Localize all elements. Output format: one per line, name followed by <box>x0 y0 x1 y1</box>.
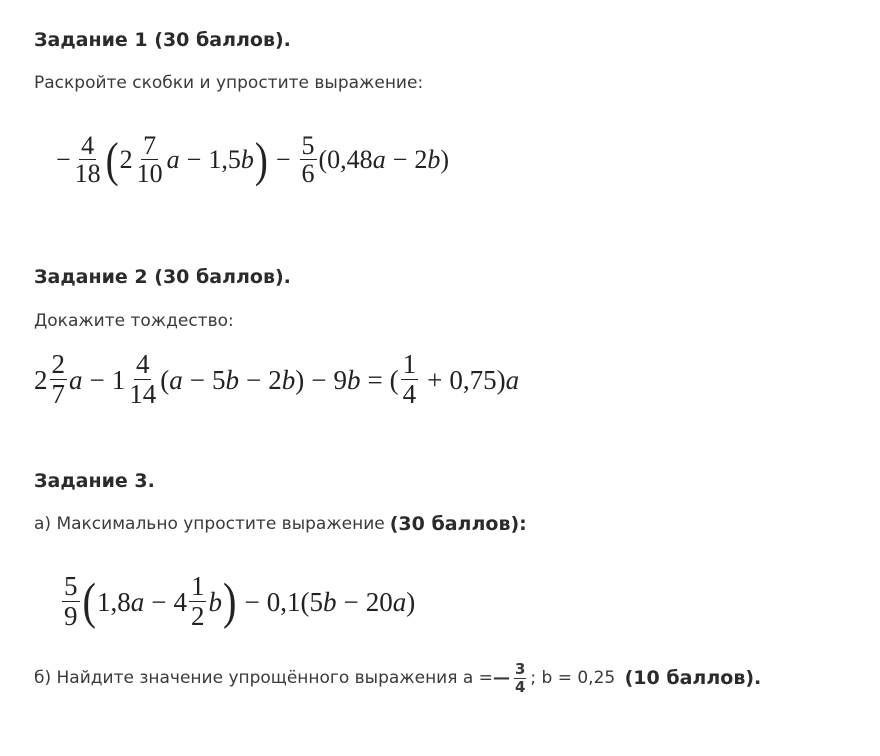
variable-b: b <box>240 145 254 174</box>
fraction-numerator: 1 <box>402 349 417 380</box>
variable-b: b <box>281 364 296 395</box>
task1-instruction: Раскройте скобки и упростите выражение: <box>34 73 424 93</box>
fraction-3-4 <box>514 661 526 695</box>
variable-a: a <box>169 364 183 395</box>
fraction-numerator: 4 <box>135 349 150 380</box>
fraction-denominator: 4 <box>402 378 417 409</box>
fraction-denominator: 2 <box>190 600 205 631</box>
whole-part: 2 <box>119 145 133 174</box>
fraction-denominator: 6 <box>301 158 315 188</box>
fraction-numerator: 5 <box>64 571 78 602</box>
fraction-4-14 <box>127 350 158 409</box>
variable-a: a <box>166 145 180 174</box>
task3-part-b-points: (10 баллов). <box>624 667 762 689</box>
fraction-numerator: 4 <box>81 130 95 160</box>
fraction-1-4 <box>401 350 419 409</box>
paren-group-start: (0,48 <box>318 145 373 174</box>
task2-instruction: Докажите тождество: <box>34 311 234 331</box>
task3-part-a-text: а) Максимально упростите выражение <box>34 514 385 534</box>
variable-b: b <box>427 145 441 174</box>
variable-a: a <box>505 364 520 395</box>
task3-part-b-rest: ; b = 0,25 <box>530 668 621 688</box>
minus-sign: − <box>343 586 359 617</box>
left-paren: ( <box>160 364 170 395</box>
task2-expression <box>34 344 519 416</box>
equals-sign: = <box>367 364 383 395</box>
fraction-denominator: 7 <box>51 378 65 409</box>
task3-part-a <box>34 513 527 535</box>
minus-sign: − <box>392 145 408 174</box>
whole-part: 4 <box>173 586 187 617</box>
fraction-denominator: 10 <box>136 158 163 188</box>
right-paren: ) <box>222 572 237 630</box>
variable-a: a <box>372 145 386 174</box>
coefficient: 1,5 <box>208 145 241 174</box>
task3-part-b-minus: — <box>492 668 510 688</box>
fraction-5-6 <box>300 132 317 189</box>
variable-b: b <box>225 364 239 395</box>
coefficient: 5 <box>211 364 226 395</box>
fraction-numerator: 5 <box>301 130 315 160</box>
variable-b: b <box>346 364 361 395</box>
fraction-numerator: 3 <box>514 660 526 678</box>
task3-part-b <box>34 654 761 702</box>
coefficient: 20 <box>365 586 393 617</box>
variable-a: a <box>130 586 145 617</box>
fraction-numerator: 1 <box>190 571 205 602</box>
left-paren: ( <box>82 572 96 630</box>
fraction-7-10 <box>135 132 165 189</box>
task3-title: Задание 3. <box>34 470 155 492</box>
minus-sign: − <box>244 586 260 617</box>
variable-b: b <box>322 586 337 617</box>
fraction-numerator: 7 <box>143 130 157 160</box>
coefficient: 0,1(5 <box>266 586 323 617</box>
task3-expression <box>60 564 415 640</box>
coefficient: 2 <box>414 145 428 174</box>
right-paren: ) <box>406 586 416 617</box>
task3-part-b-text: б) Найдите значение упрощённого выражения а = <box>34 668 493 688</box>
left-paren: ( <box>389 364 399 395</box>
fraction-denominator: 18 <box>74 158 101 188</box>
fraction-denominator: 14 <box>129 378 157 409</box>
right-paren: ) <box>440 145 450 174</box>
coefficient: 1,8 <box>97 586 131 617</box>
minus-sign: − <box>189 364 205 395</box>
coefficient: 0,75 <box>449 364 497 395</box>
fraction-5-9 <box>62 572 80 631</box>
task2-title: Задание 2 (30 баллов). <box>34 266 291 288</box>
plus-sign: + <box>427 364 443 395</box>
minus-sign: − <box>56 145 71 174</box>
minus-sign: − <box>89 364 105 395</box>
right-paren: ) <box>496 364 506 395</box>
fraction-denominator: 9 <box>64 600 78 631</box>
coefficient: 2 <box>268 364 282 395</box>
variable-a: a <box>69 364 83 395</box>
fraction-4-18 <box>73 132 103 189</box>
whole-part: 2 <box>34 364 48 395</box>
fraction-numerator: 2 <box>51 349 65 380</box>
right-paren: ) <box>254 133 268 187</box>
minus-sign: − <box>275 145 291 174</box>
whole-part: 1 <box>111 364 126 395</box>
left-paren: ( <box>105 133 119 187</box>
minus-sign: − <box>245 364 262 395</box>
task1-expression <box>56 124 449 196</box>
fraction-2-7 <box>50 350 68 409</box>
minus-sign: − <box>186 145 202 174</box>
fraction-1-2 <box>189 572 207 631</box>
minus-sign: − <box>151 586 167 617</box>
variable-b: b <box>208 586 222 617</box>
variable-a: a <box>392 586 407 617</box>
task3-part-a-points: (30 баллов): <box>389 513 527 535</box>
coefficient: 9 <box>333 364 347 395</box>
fraction-denominator: 4 <box>514 677 526 696</box>
right-paren: ) <box>295 364 305 395</box>
minus-sign: − <box>311 364 327 395</box>
task1-title: Задание 1 (30 баллов). <box>34 29 291 51</box>
